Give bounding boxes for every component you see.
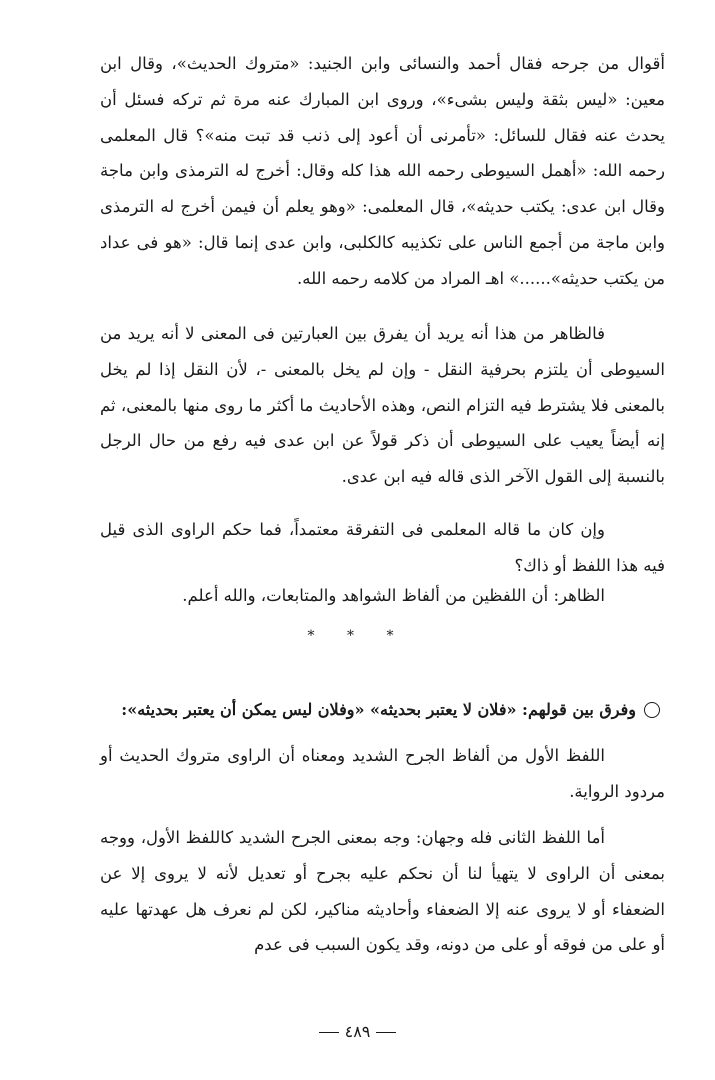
paragraph-first-term: اللفظ الأول من ألفاظ الجرح الشديد ومعناه أن الراوى متروك الحديث أو مردود الرواية. (100, 746, 665, 801)
paragraph-quotes: أقوال من جرحه فقال أحمد والنسائى وابن الجنيد: «متروك الحديث»، وقال ابن معين: «ليس بثقة وليس بشىء»، وروى ابن المبارك عنه مرة ثم تركه فسئل أن يحدث عنه فقال للسائل: «تأمرنى أن أعود إلى ذنب قد تبت منه»؟ قال المعلمى رحمه الله: «أهمل السيوطى رحمه الله هذا كله وقال: أخرج له الترمذى وابن ماجة وقال ابن عدى: يكتب حديثه»، قال المعلمى: «وهو يعلم أن فيمن أخرج له الترمذى وابن ماجة من أجمع الناس على تكذيبه كالكلبى، وابن عدى إنما قال: «هو فى عداد من يكتب حديثه»......» اهـ المراد من كلامه رحمه الله. (100, 54, 665, 288)
section-heading (100, 692, 660, 728)
circle-bullet-icon (644, 702, 660, 718)
section-heading-text: وفرق بين قولهم: «فلان لا يعتبر بحديثه» «وفلان ليس يمكن أن يعتبر بحديثه»: (121, 700, 636, 719)
dash-right (319, 1032, 339, 1033)
paragraph-second-term: أما اللفظ الثانى فله وجهان: وجه بمعنى الجرح الشديد كاللفظ الأول، ووجه بمعنى أن الراوى لا يتهيأ لنا أن نحكم عليه بجرح أو تعديل لأنه لا يروى إلا عن الضعفاء أو لا يروى عنه إلا الضعفاء وأحاديثه مناكير، لكن لم نعرف هل عهدتها عليه أو على من فوقه أو على من دونه، وقد يكون السبب فى عدم (100, 828, 665, 955)
paragraph-question: وإن كان ما قاله المعلمى فى التفرقة معتمداً، فما حكم الراوى الذى قيل فيه هذا اللفظ أو ذاك؟ (100, 520, 665, 575)
paragraph-explanation: فالظاهر من هذا أنه يريد أن يفرق بين العبارتين فى المعنى لا أنه يريد من السيوطى أن يلتزم بحرفية النقل - وإن لم يخل بالمعنى -، لأن النقل إذا لم يخل بالمعنى فلا يشترط فيه التزام النص، وهذه الأحاديث ما أكثر ما روى منها بالمعنى، ثم إنه أيضاً يعيب على السيوطى أن ذكر قولاً عن ابن عدى فيه رفع من حال الرجل بالنسبة إلى القول الآخر الذى قاله فيه ابن عدى. (100, 324, 665, 487)
dash-left (376, 1032, 396, 1033)
page-number-text: ٤٨٩ (344, 1022, 371, 1041)
paragraph-answer: الظاهر: أن اللفظين من ألفاظ الشواهد والمتابعات، والله أعلم. (182, 586, 605, 605)
page-number (0, 1022, 715, 1041)
section-separator: * * * (307, 628, 408, 644)
